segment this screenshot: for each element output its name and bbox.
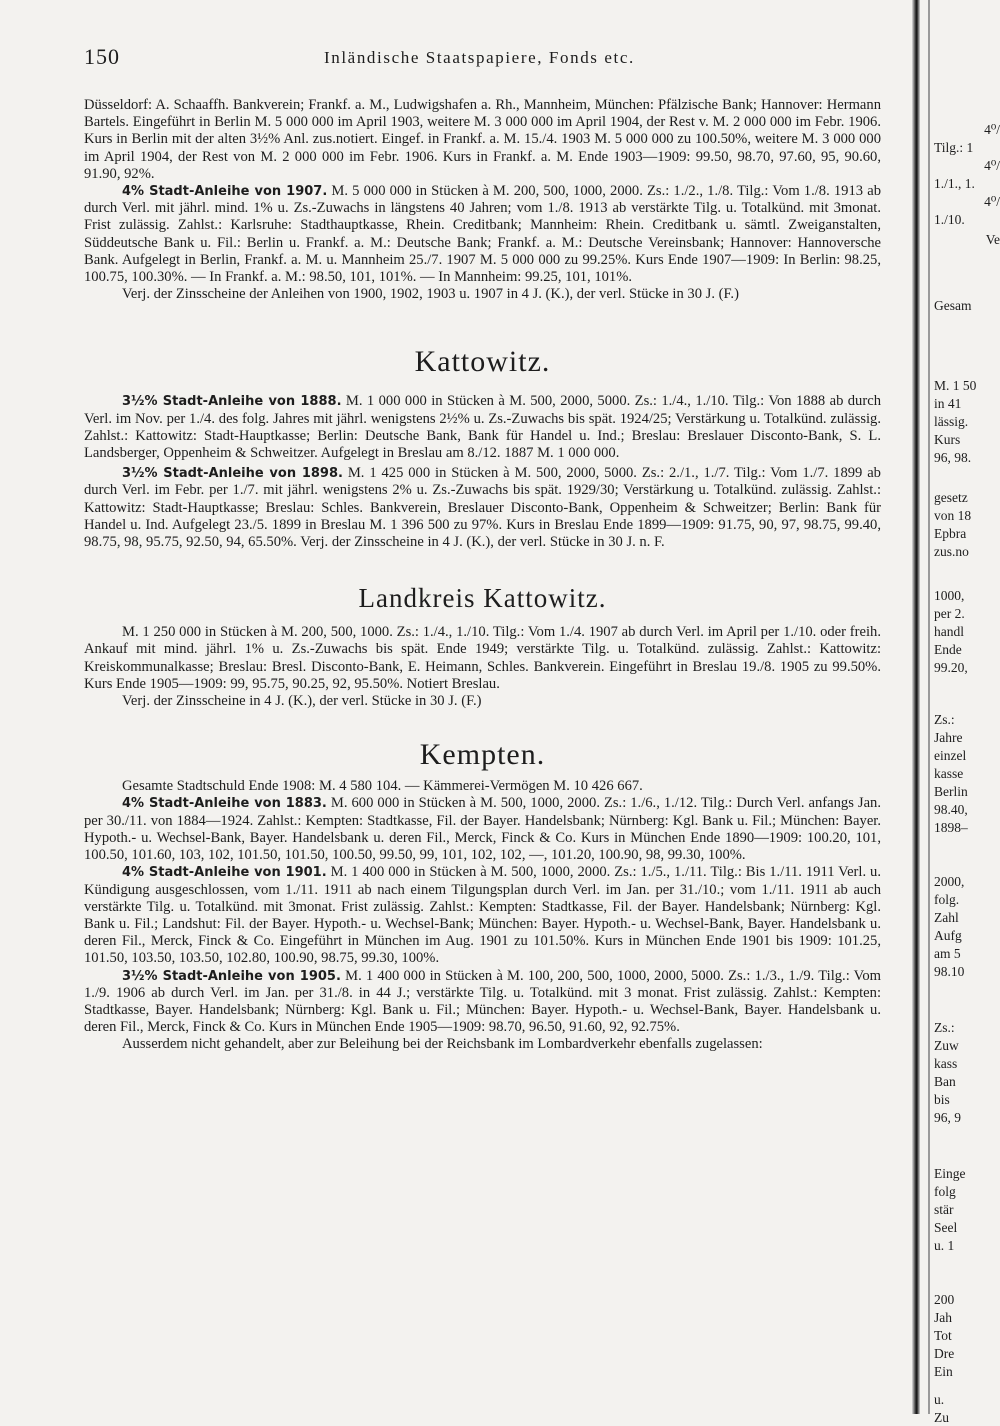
- margin-fragment: 4⁰/: [984, 122, 1000, 137]
- heading-kempten: Kempten.: [419, 738, 546, 772]
- margin-fragment: 1000,: [934, 588, 965, 603]
- margin-fragment: Ve: [985, 232, 1000, 247]
- margin-fragment: Tilg.: 1: [934, 140, 974, 155]
- margin-fragment: Zuw: [934, 1038, 959, 1053]
- running-head: Inländische Staatspapiere, Fonds etc.: [324, 48, 635, 67]
- margin-fragment: kass: [934, 1056, 958, 1071]
- kempten-loan-1883: [84, 795, 881, 864]
- kempten-loan-1905-text: M. 1 400 000 in Stücken à M. 100, 200, 500, 1000, 2000, 5000. Zs.: 1./3., 1./9. Tilg.: Vom 1./9. 1906 ab durch Verl. im Jan. per 31./8. in 44 J.; verstärkte Tilg. u. Totalkünd. mit 3 monat. Frist zulässig. Zahlst.: Kempten: Stadtkasse, Bayer. Handelsbank; Nürnberg: Kgl. Bank u. Fil.; München: Bayer. Hypoth.- u. Wechsel-Bank, Bayer. Handelsbank u. deren Fil., Merck, Finck & Co. Kurs in München Ende 1905—1909: 98.70, 96.50, 91.60, 92, 92.75%.: [84, 967, 881, 1036]
- landkreis-verj: Verj. der Zinsscheine in 4 J. (K.), der verl. Stücke in 30 J. (F.): [122, 693, 482, 710]
- margin-fragment: Ein: [934, 1364, 953, 1379]
- margin-fragment: Zs.:: [934, 712, 955, 727]
- kempten-loan-1901: [84, 864, 881, 967]
- loan-1907-title: 4% Stadt-Anleihe von 1907.: [122, 184, 328, 200]
- heading-kattowitz: Kattowitz.: [414, 345, 551, 379]
- margin-fragment: u. 1: [934, 1238, 955, 1253]
- loan-1907-text: M. 5 000 000 in Stücken à M. 200, 500, 1000, 2000. Zs.: 1./2., 1./8. Tilg.: Vom 1./8. 1913 ab durch Verl. mit jährl. mind. 1% u. Zs.-Zuwachs in längstens 40 Jahren; vom 1./8. 1913 ab verstärkte Tilg. u. Totalkünd. mit 3monat. Frist zulässig. Zahlst.: Karlsruhe: Stadthauptkasse, Rhein. Creditbank; Mannheim: Rhein. Creditbank u. sämtl. Zweiganstalten, Süddeutsche Bank u. Fil.: Berlin u. Frankf. a. M.: Deutsche Bank; Frankf. a. M.: Deutsche Vereinsbank; Hannover: Hannoversche Bank. Aufgelegt in Berlin, Frankf. a. M. u. Mannheim 25./7. 1907 M. 5 000 000 zu 99.25%. Kurs Ende 1907—1909: In Berlin: 98.25, 100.75, 100.30%. — In Frankf. a. M.: 98.50, 101, 101%. — In Mannheim: 99.25, 101, 101%.: [84, 183, 881, 286]
- margin-fragment: Zahl: [934, 910, 959, 925]
- kempten-loan-1883-title: 4% Stadt-Anleihe von 1883.: [122, 796, 327, 812]
- adjacent-page-fragments: [934, 0, 1000, 1425]
- margin-fragment: 98.40,: [934, 802, 968, 817]
- margin-fragment: kasse: [934, 766, 964, 781]
- margin-fragment: in 41: [934, 396, 962, 411]
- margin-fragment: Aufg: [934, 928, 962, 943]
- kattowitz-loan-1888-text: M. 1 000 000 in Stücken à M. 500, 2000, 5000. Zs.: 1./4., 1./10. Tilg.: Von 1888 ab durch Verl. im Nov. per 1./4. des folg. Jahres mit jährl. wenigstens 2½% u. Zs.-Zuwachs bis spät. 1924/25; Verstärkung u. Totalkünd. zulässig. Zahlst.: Kattowitz: Stadt-Hauptkasse; Berlin: Deutsche Bank, Bank für Handel u. Ind.; Breslau: Breslauer Disconto-Bank, S. L. Landsberger, Oppenheim & Schweitzer. Aufgelegt in Breslau am 8./12. 1887 M. 1 000 000.: [84, 393, 881, 462]
- gutter-edge: [928, 0, 930, 1414]
- margin-fragment: am 5: [934, 946, 961, 961]
- margin-fragment: Gesam: [934, 298, 972, 313]
- kattowitz-loan-1888-title: 3½% Stadt-Anleihe von 1888.: [122, 394, 342, 410]
- kempten-loan-1901-text: M. 1 400 000 in Stücken à M. 500, 1000, 2000. Zs.: 1./5., 1./11. Tilg.: Bis 1./11. 1911 Verl. u. Kündigung ausgeschlossen, vom 1./11. 1911 ab nach einem Tilgungsplan durch Verl. im Jan. per 31./10.; vom 1./11. 1911 ab auch verstärkte Tilg. u. Totalkünd. mit 3monat. Frist zulässig. Zahlst.: Kempten: Stadtkasse, Fil. der Bayer. Handelsbank; Nürnberg: Kgl. Bank u. Fil.; Landshut: Fil. der Bayer. Hypoth.- u. Wechsel-Bank; München: Bayer. Hypoth.- u. Wechsel-Bank, Bayer. Handelsbank u. deren Fil., Merck, Finck & Co. Eingeführt in München im Aug. 1901 zu 101.50%. Kurs in München Ende 1901 bis 1909: 101.25, 101.50, 103.50, 103.50, 102.80, 100.90, 98.75, 99.30, 100%.: [84, 864, 881, 967]
- margin-fragment: Zu: [934, 1410, 949, 1425]
- margin-fragment: Jah: [934, 1310, 952, 1325]
- margin-fragment: Epbra: [934, 526, 967, 541]
- margin-fragment: Berlin: [934, 784, 968, 799]
- page-header: [84, 44, 884, 74]
- margin-fragment: 2000,: [934, 874, 965, 889]
- margin-fragment: 96, 9: [934, 1110, 961, 1125]
- margin-fragment: 1./10.: [934, 212, 965, 227]
- kattowitz-loan-1898: [84, 465, 881, 551]
- landkreis-text: M. 1 250 000 in Stücken à M. 200, 500, 1000. Zs.: 1./4., 1./10. Tilg.: Vom 1./4. 1907 ab durch Verl. im April per 1./10. oder freih. Ankauf mit mind. jährl. 1% u. Zs.-Zuwachs bis spät. Ende 1949; verstärkte Tilg. u. Totalkünd. zulässig. Zahlst.: Kattowitz: Kreiskommunalkasse; Breslau: Bresl. Disconto-Bank, E. Heimann, Schles. Bankverein. Eingeführt in Breslau 19./8. 1905 zu 99.50%. Kurs Ende 1905—1909: 99, 95.75, 90.25, 92, 95.50%. Notiert Breslau.: [84, 624, 881, 692]
- margin-fragment: u.: [934, 1392, 945, 1407]
- margin-fragment: folg.: [934, 892, 960, 907]
- margin-fragment: zus.no: [934, 544, 969, 559]
- margin-fragment: 4⁰/: [984, 194, 1000, 209]
- margin-fragment: Ban: [934, 1074, 956, 1089]
- margin-fragment: lässig.: [934, 414, 969, 429]
- margin-fragment: per 2.: [934, 606, 965, 621]
- margin-fragment: handl: [934, 624, 964, 639]
- margin-fragment: Ende: [934, 642, 962, 657]
- margin-fragment: Tot: [934, 1328, 952, 1343]
- margin-fragment: Einge: [934, 1166, 966, 1181]
- margin-fragment: 99.20,: [934, 660, 968, 675]
- margin-fragment: 200: [934, 1292, 955, 1307]
- kempten-loan-1883-text: M. 600 000 in Stücken à M. 500, 1000, 2000. Zs.: 1./6., 1./12. Tilg.: Durch Verl. anfangs Jan. per 30./11. von 1884—1924. Zahlst.: Kempten: Stadtkasse, Fil. der Bayer. Handelsbank; Nürnberg: Kgl. Bank u. Fil.; München: Bayer. Hypoth.- u. Wechsel-Bank, Bayer. Handelsbank u. deren Fil., Merck, Finck & Co. Kurs in München Ende 1890—1909: 100.20, 101, 100.50, 101.60, 103, 102, 101.50, 101.50, 100.50, 99.50, 99, 101, 102, 102, —, 101.20, 100.90, 98, 99.30, 100%.: [84, 795, 882, 864]
- margin-fragment: Seel: [934, 1220, 958, 1235]
- kattowitz-loan-1888: [84, 393, 881, 462]
- loan-1907-verj: Verj. der Zinsscheine der Anleihen von 1900, 1902, 1903 u. 1907 in 4 J. (K.), der verl. Stücke in 30 J. (F.): [122, 286, 739, 303]
- kattowitz-loan-1898-text: M. 1 425 000 in Stücken à M. 500, 2000, 5000. Zs.: 2./1., 1./7. Tilg.: Vom 1./7. 1899 ab durch Verl. im Febr. per 1./7. mit jährl. wenigstens 2% u. Zs.-Zuwachs bis spät. 1929/30; Verstärkung u. Totalkünd. zulässig. Zahlst.: Kattowitz: Stadt-Hauptkasse; Breslau: Schles. Bankverein, Breslauer Disconto-Bank, Oppenheim & Schweitzer; Berlin: Bank für Handel u. Ind. Aufgelegt 23./5. 1899 in Breslau M. 1 396 500 zu 97%. Kurs in Breslau Ende 1899—1909: 91.75, 90, 97, 98.75, 99.40, 98.75, 98, 95.75, 92.50, 94, 65.50%. Verj. der Zinsscheine in 4 J. (K.), der verl. Stücke in 30 J. n. F.: [84, 465, 881, 551]
- margin-fragment: Jahre: [934, 730, 963, 745]
- margin-fragment: bis: [934, 1092, 950, 1107]
- margin-fragment: 1898–: [934, 820, 968, 835]
- book-gutter: [912, 0, 920, 1414]
- margin-fragment: von 18: [934, 508, 972, 523]
- margin-fragment: stär: [934, 1202, 954, 1217]
- heading-landkreis-kattowitz: Landkreis Kattowitz.: [358, 583, 607, 614]
- kempten-loan-1905: [84, 968, 881, 1037]
- margin-fragment: Dre: [934, 1346, 955, 1361]
- margin-fragment: folg: [934, 1184, 956, 1199]
- margin-fragment: Kurs: [934, 432, 961, 447]
- margin-fragment: 98.10: [934, 964, 965, 979]
- kempten-summary: Gesamte Stadtschuld Ende 1908: M. 4 580 104. — Kämmerei-Vermögen M. 10 426 667.: [122, 778, 643, 795]
- kattowitz-loan-1898-title: 3½% Stadt-Anleihe von 1898.: [122, 466, 343, 482]
- margin-fragment: Zs.:: [934, 1020, 955, 1035]
- intro-paragraph: Düsseldorf: A. Schaaffh. Bankverein; Frankf. a. M., Ludwigshafen a. Rh., Mannheim, München: Pfälzische Bank; Hannover: Hermann Bartels. Eingeführt in Berlin M. 5 000 000 im April 1903, weitere M. 3 000 000 im April 1904, der Rest v. M. 2 000 000 im Febr. 1906. Kurs in Berlin mit der alten 3½% Anl. zus.notiert. Eingef. in Frankf. a. M. 15./4. 1903 M. 5 000 000 zu 100.50%, weitere M. 3 000 000 im April 1904, der Rest von M. 2 000 000 im Febr. 1906. Kurs in Frankf. a. M. Ende 1903—1909: 99.50, 98.70, 97.60, 95, 90.60, 91.90, 92%.: [84, 97, 881, 182]
- margin-fragment: 4⁰/: [984, 158, 1000, 173]
- margin-fragment: einzel: [934, 748, 967, 763]
- kempten-loan-1901-title: 4% Stadt-Anleihe von 1901.: [122, 865, 327, 881]
- margin-fragment: 1./1., 1.: [934, 176, 975, 191]
- main-column: [84, 97, 881, 1054]
- kempten-loan-1905-title: 3½% Stadt-Anleihe von 1905.: [122, 968, 341, 984]
- margin-fragment: M. 1 50: [934, 378, 977, 393]
- kempten-note: Ausserdem nicht gehandelt, aber zur Beleihung bei der Reichsbank im Lombardverkehr ebenfalls zugelassen:: [122, 1036, 763, 1053]
- margin-fragment: 96, 98.: [934, 450, 972, 465]
- loan-1907-entry: [84, 183, 881, 286]
- page-number: 150: [84, 44, 120, 69]
- margin-fragment: gesetz: [934, 490, 968, 505]
